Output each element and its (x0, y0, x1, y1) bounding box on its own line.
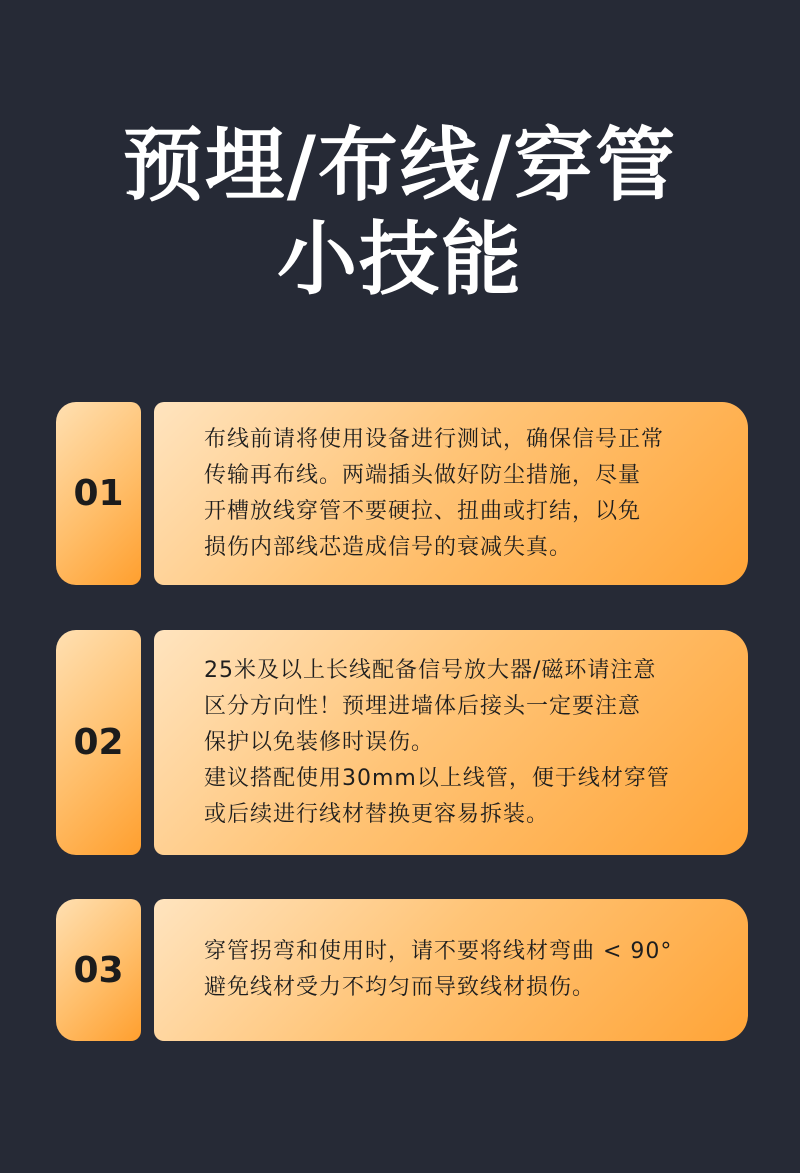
tip-text-line: 开槽放线穿管不要硬拉、扭曲或打结，以免 (204, 498, 642, 524)
tip-number-badge-02 (56, 630, 141, 855)
tip-number-badge-03 (56, 899, 141, 1041)
tip-text-line: 损伤内部线芯造成信号的衰减失真。 (204, 534, 573, 560)
page-title-line-2: 小技能 (277, 213, 523, 306)
tip-card-03 (154, 899, 748, 1041)
tip-text-line: 穿管拐弯和使用时，请不要将线材弯曲 < 90° (204, 939, 673, 964)
tip-number: 02 (73, 722, 124, 763)
page-title-line-1: 预埋/布线/穿管 (122, 119, 678, 212)
tip-text-line: 区分方向性！预埋进墙体后接头一定要注意 (204, 693, 642, 719)
tip-text-line: 建议搭配使用30mm以上线管，便于线材穿管 (204, 765, 670, 791)
tip-text-line: 25米及以上长线配备信号放大器/磁环请注意 (204, 657, 657, 683)
tip-text-line: 传输再布线。两端插头做好防尘措施，尽量 (204, 462, 642, 488)
tip-text-line: 或后续进行线材替换更容易拆装。 (204, 801, 550, 827)
tip-number-badge-01 (56, 402, 141, 585)
tip-card-02 (154, 630, 748, 855)
tip-text-line: 避免线材受力不均匀而导致线材损伤。 (204, 975, 596, 1000)
tip-number: 01 (73, 473, 124, 514)
tip-text-line: 保护以免装修时误伤。 (204, 729, 435, 755)
tip-number: 03 (73, 949, 124, 991)
tip-text-line: 布线前请将使用设备进行测试，确保信号正常 (204, 426, 665, 452)
tip-card-01 (154, 402, 748, 585)
